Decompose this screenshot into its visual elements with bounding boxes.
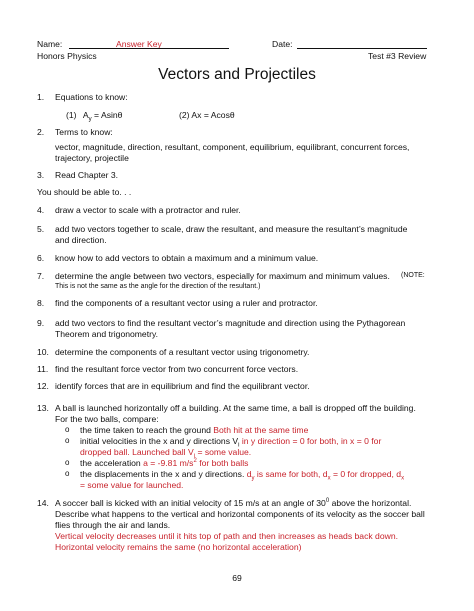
- equation-1-a: A: [82, 110, 89, 120]
- item-text: Read Chapter 3.: [55, 170, 119, 180]
- acceleration-sup: 2: [193, 458, 197, 465]
- name-line: [69, 48, 229, 49]
- equation-1-number: (1): [66, 110, 77, 120]
- course-name: Honors Physics: [37, 51, 97, 61]
- item-number: 12.: [37, 381, 49, 391]
- note-line-2: This is not the same as the angle for the direction of the resultant.): [55, 283, 261, 290]
- item-number: 8.: [37, 298, 45, 308]
- page-number: 69: [232, 573, 242, 583]
- item-text-line-2: Describe what happens to the vertical and horizontal components of its velocity as the soccer ball: [55, 509, 425, 519]
- item-text-line-2: Theorem and trigonometry.: [55, 329, 159, 339]
- compare-time-text: the time taken to reach the ground: [80, 425, 214, 435]
- item-text-line-1: [55, 498, 411, 508]
- equation-1-sub: y: [88, 116, 92, 123]
- disp-c: = 0 for dropped, d: [330, 469, 402, 479]
- bullet-icon: o: [65, 436, 70, 445]
- disp-sub-3: x: [401, 475, 405, 482]
- test-name: Test #3 Review: [368, 51, 427, 61]
- equation-1-b: = Asinθ: [91, 110, 123, 120]
- item-text: determine the components of a resultant vector using trigonometry.: [55, 347, 310, 357]
- terms-line-1: vector, magnitude, direction, resultant, component, equilibrium, equilibrant, concurrent forces,: [55, 142, 410, 152]
- disp-sub-2: x: [327, 475, 331, 482]
- date-label: Date:: [272, 39, 293, 49]
- compare-displacement-answer-2: = some value for launched.: [80, 480, 184, 490]
- compare-acceleration: [80, 458, 248, 468]
- disp-b: is same for both, d: [254, 469, 328, 479]
- compare-velocity-answer-b: dropped ball. Launched ball V: [80, 447, 194, 457]
- compare-velocity-sub: i: [238, 442, 240, 449]
- compare-displacement-text: the displacements in the x and y directions.: [80, 469, 247, 479]
- equation-2: (2) Ax = Acosθ: [179, 110, 235, 120]
- item-text: know how to add vectors to obtain a maximum and a minimum value.: [55, 253, 319, 263]
- bullet-icon: o: [65, 469, 70, 478]
- item-text: find the resultant force vector from two concurrent force vectors.: [55, 364, 299, 374]
- acceleration-tail: for both balls: [196, 458, 249, 468]
- equation-1: [66, 110, 123, 123]
- compare-velocity: [80, 436, 382, 449]
- item-text-line-3: flies through the air and lands.: [55, 520, 171, 530]
- disp-sub-1: y: [251, 475, 255, 482]
- item-number: 7.: [37, 271, 45, 281]
- item-text-line-2: and direction.: [55, 235, 107, 245]
- item-text: Terms to know:: [55, 127, 113, 137]
- item-number: 11.: [37, 364, 49, 374]
- acceleration-value: a = -9.81 m/s: [143, 458, 194, 468]
- item-number: 10.: [37, 347, 49, 357]
- compare-velocity-answer: in y direction = 0 for both, in x = 0 for: [239, 436, 382, 446]
- compare-velocity-text: initial velocities in the x and y directions V: [80, 436, 239, 446]
- item-text: Equations to know:: [55, 92, 128, 102]
- answer-line-2: Horizontal velocity remains the same (no horizontal acceleration): [55, 542, 302, 552]
- item-text-line-1: add two vectors together to scale, draw the resultant, and measure the resultant’s magnitude: [55, 224, 408, 234]
- compare-displacement-answer: [246, 469, 405, 482]
- terms-line-2: trajectory, projectile: [55, 153, 129, 163]
- compare-acceleration-text: the acceleration: [80, 458, 144, 468]
- item-number: 3.: [37, 170, 45, 180]
- page-title: Vectors and Projectiles: [158, 66, 316, 83]
- bullet-icon: o: [65, 458, 70, 467]
- answer-line-1: Vertical velocity decreases until it hits top of path and then increases as heads back down.: [55, 531, 398, 541]
- item-number: 2.: [37, 127, 45, 137]
- item-number: 1.: [37, 92, 45, 102]
- item-number: 4.: [37, 205, 45, 215]
- compare-displacement: [80, 469, 405, 482]
- note-line-1: (NOTE:: [401, 272, 425, 279]
- item-text-line-1: determine the angle between two vectors, especially for maximum and minimum values.: [55, 271, 390, 281]
- q14-degree-sup: 0: [325, 498, 330, 505]
- item-text: draw a vector to scale with a protractor and ruler.: [55, 205, 241, 215]
- compare-velocity-answer-sub: i: [193, 453, 196, 460]
- q14-text-a: A soccer ball is kicked with an initial velocity of 15 m/s at an angle of 30: [55, 498, 326, 508]
- item-text-line-2: For the two balls, compare:: [55, 414, 159, 424]
- compare-time: [80, 425, 308, 435]
- compare-time-answer: Both hit at the same time: [213, 425, 309, 435]
- name-label: Name:: [37, 39, 63, 49]
- q14-text-b: above the horizontal.: [329, 498, 412, 508]
- item-number: 14.: [37, 498, 49, 508]
- date-line: [297, 48, 427, 49]
- compare-acceleration-answer: [143, 458, 248, 468]
- item-text: identify forces that are in equilibrium and find the equilibrant vector.: [55, 381, 310, 391]
- item-text-line-1: add two vectors to find the resultant vector’s magnitude and direction using the Pythagorean: [55, 318, 406, 328]
- item-number: 9.: [37, 318, 45, 328]
- item-text-line-1: A ball is launched horizontally off a building. At the same time, a ball is dropped off the building.: [55, 403, 416, 413]
- item-number: 13.: [37, 403, 49, 413]
- compare-velocity-answer-2: [80, 447, 252, 460]
- item-number: 5.: [37, 224, 45, 234]
- item-text: find the components of a resultant vector using a ruler and protractor.: [55, 298, 318, 308]
- name-answer: Answer Key: [116, 39, 162, 49]
- item-number: 6.: [37, 253, 45, 263]
- bullet-icon: o: [65, 425, 70, 434]
- compare-velocity-answer-c: = some value.: [195, 447, 252, 457]
- disp-a: d: [246, 469, 252, 479]
- intro-text: You should be able to. . .: [37, 187, 132, 197]
